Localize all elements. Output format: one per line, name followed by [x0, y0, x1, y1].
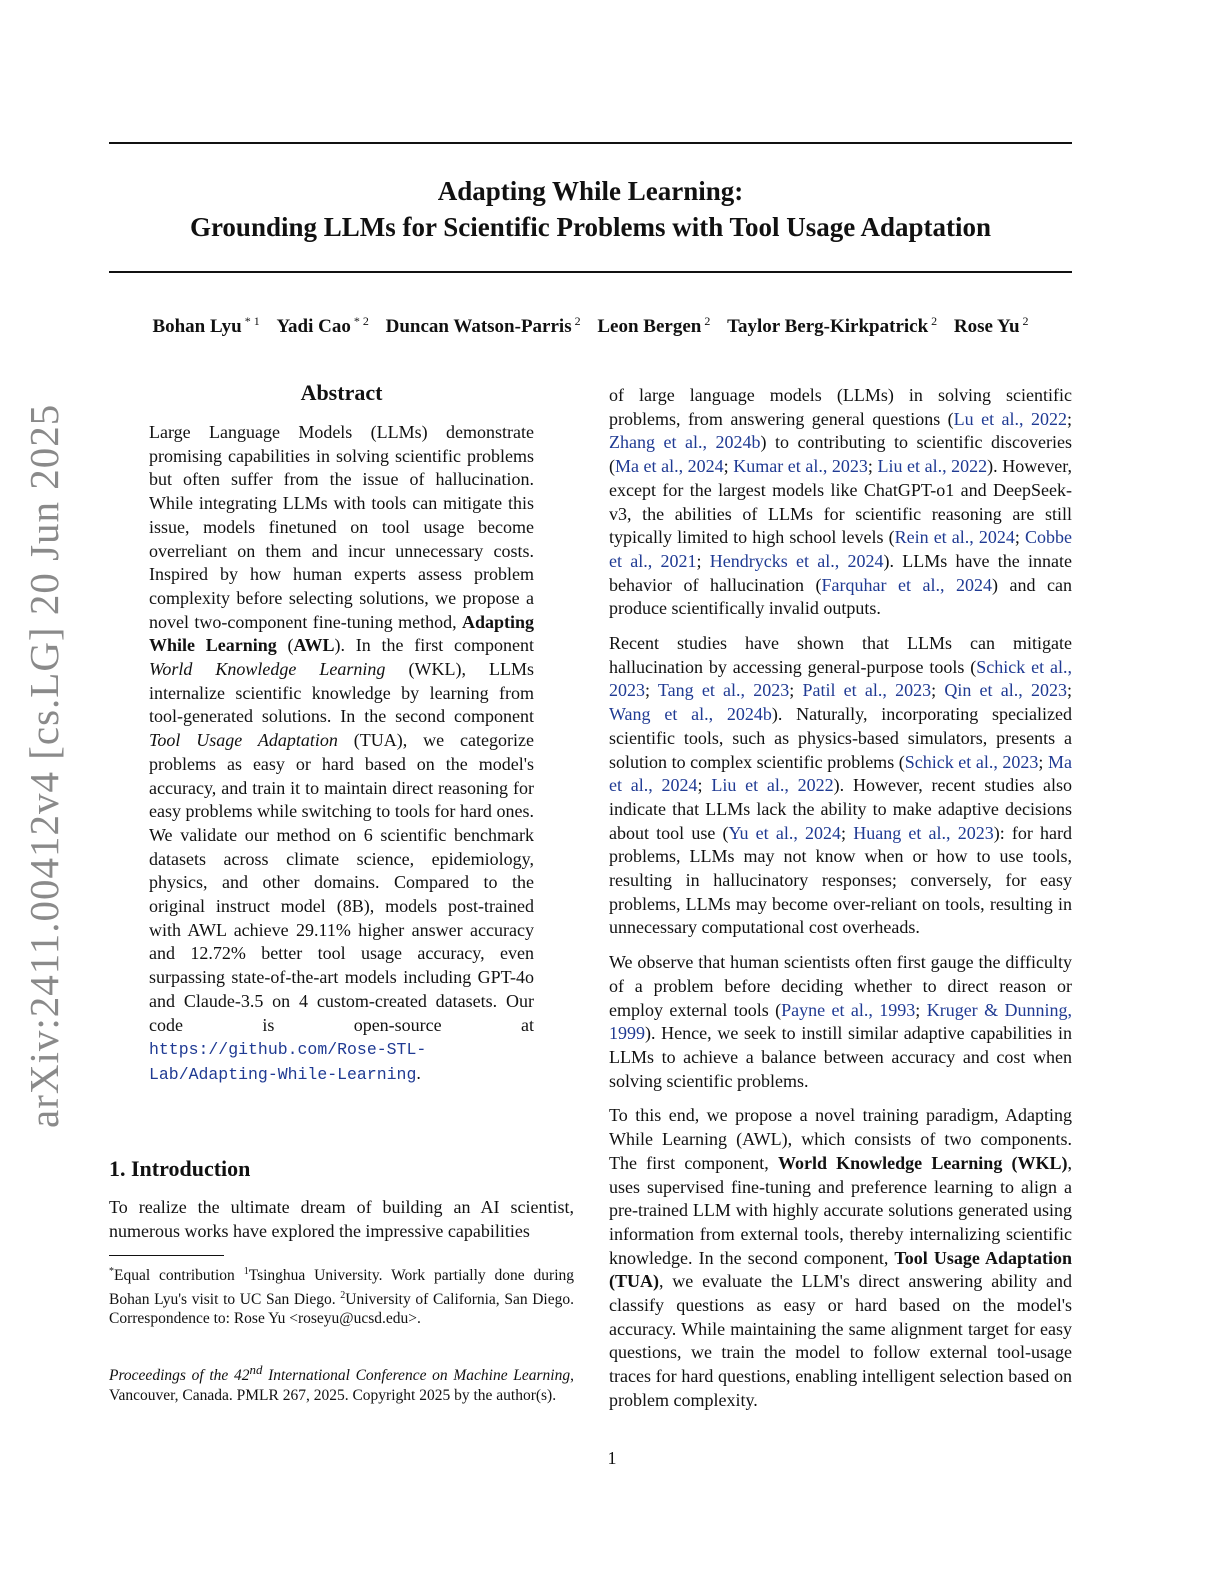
citation-link[interactable]: Rein et al., 2024	[894, 527, 1015, 548]
citation-link[interactable]: Yu et al., 2024	[728, 822, 842, 843]
code-url-link[interactable]: https://github.com/Rose-STL-Lab/Adapting-While-Learning	[149, 1040, 427, 1084]
citation-link[interactable]: Tang et al., 2023	[657, 680, 790, 701]
citation-link[interactable]: Ma et al., 2024	[615, 456, 724, 477]
paragraph: Recent studies have shown that LLMs can mitigate hallucination by accessing general-purpose tools (Schick et al., 2023; Tang et al., 2023; Patil et al., 2023; Qin et al., 2023; Wang et al., 2024b). Naturally, incorporating specialized scientific tools, such as physics-based simulators, presents a solution to complex scientific problems (Schick et al., 2023; Ma et al., 2024; Liu et al., 2022). However, recent studies also indicate that LLMs lack the ability to make adaptive decisions about tool use (Yu et al., 2024; Huang et al., 2023): for hard problems, LLMs may not know when or how to use tools, resulting in hallucinatory responses; conversely, for easy problems, LLMs may become over-reliant on tools, resulting in unnecessary computational cost overheads.	[609, 633, 1073, 938]
citation-link[interactable]: Qin et al., 2023	[944, 680, 1067, 701]
author: Taylor Berg-Kirkpatrick $^2$	[727, 314, 938, 338]
introduction-heading: 1. Introduction	[109, 1156, 251, 1181]
citation-link[interactable]: Wang et al., 2024b	[609, 704, 772, 725]
author: Yadi Cao $^{* 2}$	[276, 314, 369, 338]
author-list	[109, 314, 1072, 338]
abstract-body: Large Language Models (LLMs) demonstrate promising capabilities in solving scientific problems but often suffer from the issue of hallucination. While integrating LLMs with tools can mitigate this issue, models finetuned on tool usage become overreliant on them and incur unnecessary costs. Inspired by how human experts assess problem complexity before selecting solutions, we propose a novel two-component fine-tuning method, Adapting While Learning (AWL). In the first component World Knowledge Learning (WKL), LLMs internalize scientific knowledge by learning from tool-generated solutions. In the second component Tool Usage Adaptation (TUA), we categorize problems as easy or hard based on the model's accuracy, and train it to maintain direct reasoning for easy problems while switching to tools for hard ones. We validate our method on 6 scientific benchmark datasets across climate science, epidemiology, physics, and other domains. Compared to the original instruct model (8B), models post-trained with AWL achieve 29.11% higher answer accuracy and 12.72% better tool usage accuracy, even surpassing state-of-the-art models including GPT-4o and Claude-3.5 on 4 custom-created datasets. Our code is open-source at https://github.com/Rose-STL-Lab/Adapting-While-Learning.	[149, 422, 534, 1084]
introduction-text: To realize the ultimate dream of building an AI scientist, numerous works have explored the impressive capabilities	[109, 1197, 574, 1241]
footnote: *Equal contribution $^1$Tsinghua University. Work partially done during Bohan Lyu's visit to UC San Diego. $^2$University of California, San Diego. Correspondence to: Rose Yu <roseyu@ucsd.edu>.	[109, 1266, 574, 1328]
author: Duncan Watson-Parris $^2$	[385, 314, 581, 338]
citation-link[interactable]: Farquhar et al., 2024	[821, 574, 992, 595]
proceedings-note: Proceedings of the 42nd International Conference on Machine Learning, Vancouver, Canada. PMLR 267, 2025. Copyright 2025 by the author(s).	[109, 1362, 574, 1404]
citation-link[interactable]: Payne et al., 1993	[781, 999, 916, 1020]
title-rule-bottom	[109, 271, 1072, 273]
paper-title-line2: Grounding LLMs for Scientific Problems with Tool Usage Adaptation	[189, 212, 992, 242]
citation-link[interactable]: Liu et al., 2022	[711, 775, 834, 796]
author: Leon Bergen $^2$	[597, 314, 711, 338]
author: Rose Yu $^2$	[953, 314, 1029, 338]
citation-link[interactable]: Cobbe et al., 2021	[609, 527, 1072, 571]
paragraph: To this end, we propose a novel training paradigm, Adapting While Learning (AWL), which consists of two components. The first component, World Knowledge Learning (WKL), uses supervised fine-tuning and preference learning to align a pre-trained LLM with highly accurate solutions generated using information from external tools, thereby internalizing scientific knowledge. In the second component, Tool Usage Adaptation (TUA), we evaluate the LLM's direct answering ability and classify questions as easy or hard based on the model's accuracy. While maintaining the same alignment target for easy questions, we train the model to follow external tool-usage traces for hard questions, enabling intelligent selection based on problem complexity.	[609, 1105, 1072, 1410]
citation-link[interactable]: Kruger & Dunning, 1999	[609, 999, 1072, 1044]
paper-title-line1: Adapting While Learning:	[437, 176, 744, 206]
citation-link[interactable]: Hendrycks et al., 2024	[709, 550, 884, 571]
paragraph: of large language models (LLMs) in solving scientific problems, from answering general questions (Lu et al., 2022; Zhang et al., 2024b) to contributing to scientific discoveries (Ma et al., 2024; Kumar et al., 2023; Liu et al., 2022). However, except for the largest models like ChatGPT-o1 and DeepSeek-v3, the abilities of LLMs for scientific reasoning are still typically limited to high school levels (Rein et al., 2024; Cobbe et al., 2021; Hendrycks et al., 2024). LLMs have the innate behavior of hallucination (Farquhar et al., 2024) and can produce scientifically invalid outputs.	[609, 385, 1072, 619]
arxiv-side-stamp: arXiv:2411.00412v4 [cs.LG] 20 Jun 2025	[21, 403, 67, 1128]
abstract-heading: Abstract	[300, 380, 383, 405]
citation-link[interactable]: Zhang et al., 2024b	[609, 432, 761, 453]
title-rule-top	[109, 142, 1072, 144]
citation-link[interactable]: Lu et al., 2022	[953, 408, 1067, 429]
footnote-rule	[109, 1255, 224, 1256]
citation-link[interactable]: Schick et al., 2023	[609, 656, 1072, 701]
citation-link[interactable]: Huang et al., 2023	[853, 822, 994, 843]
citation-link[interactable]: Schick et al., 2023	[904, 751, 1039, 772]
citation-link[interactable]: Ma et al., 2024	[609, 751, 1072, 796]
right-column	[609, 384, 1072, 1424]
author: Bohan Lyu $^{* 1}$	[152, 314, 260, 338]
paragraph: We observe that human scientists often first gauge the difficulty of a problem before deciding whether to direct reason or employ external tools (Payne et al., 1993; Kruger & Dunning, 1999). Hence, we seek to instill similar adaptive capabilities in LLMs to achieve a balance between accuracy and cost when solving scientific problems.	[609, 952, 1072, 1091]
citation-link[interactable]: Liu et al., 2022	[877, 456, 988, 477]
citation-link[interactable]: Kumar et al., 2023	[733, 456, 868, 477]
citation-link[interactable]: Patil et al., 2023	[802, 680, 932, 701]
page-number: 1	[607, 1448, 617, 1468]
